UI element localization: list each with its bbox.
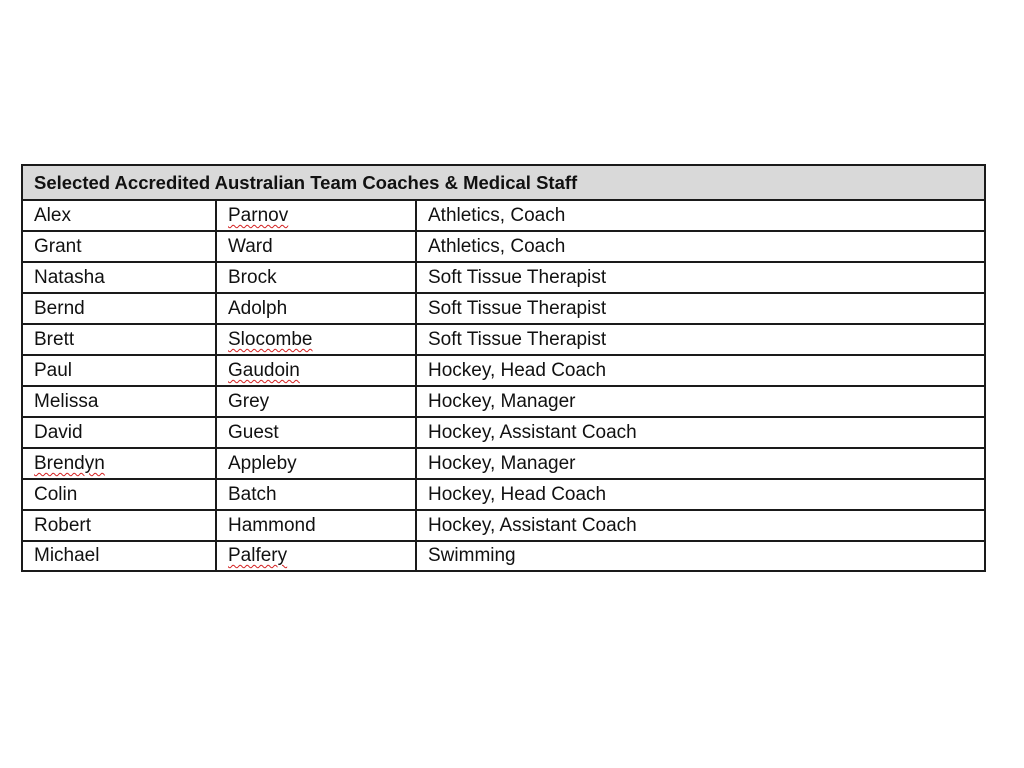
first-name-cell: Bernd: [22, 293, 216, 324]
table-row: [22, 355, 985, 386]
first-name-cell: [22, 448, 216, 479]
role-cell: Athletics, Coach: [416, 231, 985, 262]
last-name-text: Parnov: [228, 205, 289, 226]
last-name-cell: Appleby: [216, 448, 416, 479]
table-row: [22, 541, 985, 571]
role-cell: Hockey, Head Coach: [416, 355, 985, 386]
first-name-cell: Natasha: [22, 262, 216, 293]
last-name-cell: Brock: [216, 262, 416, 293]
last-name-cell: Guest: [216, 417, 416, 448]
table-title: Selected Accredited Australian Team Coaches & Medical Staff: [22, 165, 985, 200]
last-name-cell: [216, 541, 416, 571]
last-name-text: Palfery: [228, 545, 288, 566]
role-cell: Soft Tissue Therapist: [416, 324, 985, 355]
first-name-cell: Paul: [22, 355, 216, 386]
last-name-text: Slocombe: [228, 329, 313, 350]
first-name-cell: Brett: [22, 324, 216, 355]
role-cell: Swimming: [416, 541, 985, 571]
role-cell: Hockey, Manager: [416, 386, 985, 417]
table-row: [22, 448, 985, 479]
table-header-row: [22, 165, 985, 200]
role-cell: Hockey, Assistant Coach: [416, 417, 985, 448]
first-name-cell: Colin: [22, 479, 216, 510]
first-name-cell: Robert: [22, 510, 216, 541]
last-name-cell: Batch: [216, 479, 416, 510]
first-name-cell: Grant: [22, 231, 216, 262]
first-name-cell: David: [22, 417, 216, 448]
table-row: [22, 324, 985, 355]
table-row: [22, 262, 985, 293]
role-cell: Soft Tissue Therapist: [416, 293, 985, 324]
last-name-cell: [216, 324, 416, 355]
role-cell: Hockey, Assistant Coach: [416, 510, 985, 541]
table-row: [22, 510, 985, 541]
last-name-cell: [216, 200, 416, 231]
first-name-text: Brendyn: [34, 453, 105, 474]
table-row: [22, 386, 985, 417]
last-name-cell: Hammond: [216, 510, 416, 541]
table-row: [22, 200, 985, 231]
first-name-cell: Michael: [22, 541, 216, 571]
table-row: [22, 231, 985, 262]
first-name-cell: Melissa: [22, 386, 216, 417]
staff-table: [21, 164, 986, 572]
last-name-cell: Grey: [216, 386, 416, 417]
first-name-cell: Alex: [22, 200, 216, 231]
last-name-cell: Ward: [216, 231, 416, 262]
role-cell: Athletics, Coach: [416, 200, 985, 231]
table-row: [22, 293, 985, 324]
role-cell: Hockey, Manager: [416, 448, 985, 479]
last-name-cell: [216, 355, 416, 386]
role-cell: Hockey, Head Coach: [416, 479, 985, 510]
role-cell: Soft Tissue Therapist: [416, 262, 985, 293]
table-row: [22, 417, 985, 448]
table-row: [22, 479, 985, 510]
last-name-text: Gaudoin: [228, 360, 300, 381]
last-name-cell: Adolph: [216, 293, 416, 324]
